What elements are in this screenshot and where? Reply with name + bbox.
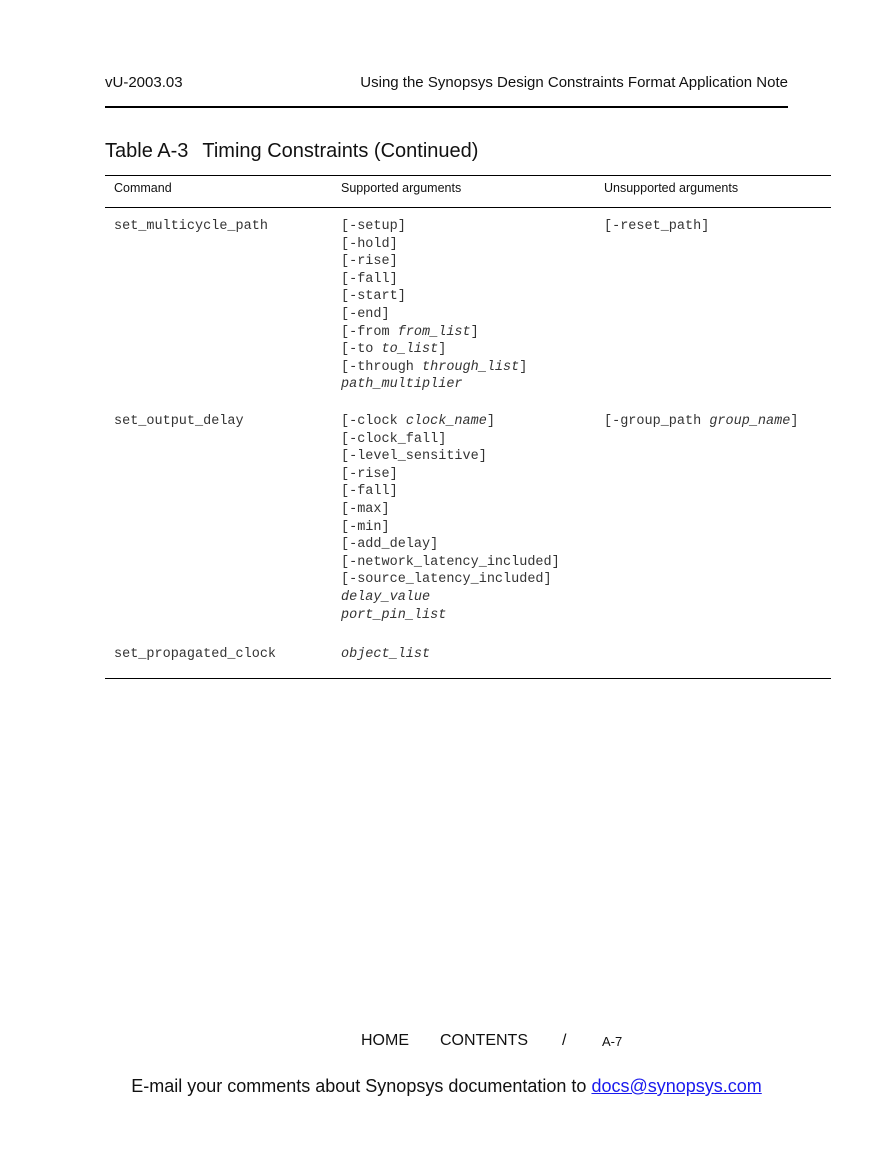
arg-close: ] <box>519 359 528 375</box>
arg-flag: [-fall] <box>341 484 398 500</box>
table-title <box>105 140 478 163</box>
supported-arg <box>341 271 527 289</box>
arg-flag: [-through <box>341 359 423 375</box>
column-header-unsupported: Unsupported arguments <box>604 181 739 195</box>
arg-flag: [-level_sensitive] <box>341 449 487 465</box>
supported-arg <box>341 501 560 519</box>
arg-flag: [-clock <box>341 414 406 429</box>
arg-flag: [-start] <box>341 289 406 305</box>
supported-arg <box>341 341 527 359</box>
supported-arg <box>341 236 527 254</box>
table-body <box>105 208 831 678</box>
unsupported-arg <box>604 413 798 431</box>
arg-close: ] <box>790 414 799 429</box>
command-cell <box>114 646 276 664</box>
arg-close: ] <box>486 414 495 429</box>
arg-param: through_list <box>422 359 520 375</box>
supported-arg <box>341 571 560 589</box>
unsupported-args-cell <box>604 413 798 431</box>
unsupported-arg <box>604 218 709 236</box>
column-header-command: Command <box>114 181 172 195</box>
table-row <box>105 646 831 669</box>
supported-arg <box>341 536 560 554</box>
supported-arg <box>341 519 560 537</box>
supported-arg <box>341 253 527 271</box>
supported-arg <box>341 607 560 625</box>
arg-param: clock_name <box>405 414 487 429</box>
supported-arg <box>341 306 527 324</box>
arg-param: from_list <box>397 324 471 340</box>
table-row <box>105 218 831 413</box>
command-name: set_multicycle_path <box>114 219 268 234</box>
supported-arg <box>341 218 527 236</box>
home-link[interactable]: HOME <box>361 1032 409 1049</box>
table-caption: Timing Constraints (Continued) <box>202 140 479 162</box>
arg-param: to_list <box>381 342 439 358</box>
arg-flag: [-min] <box>341 519 390 535</box>
supported-arg <box>341 483 560 501</box>
supported-arg <box>341 554 560 572</box>
supported-arg <box>341 466 560 484</box>
table-row <box>105 413 831 646</box>
email-link[interactable]: docs@synopsys.com <box>591 1076 762 1096</box>
supported-args-cell <box>341 413 560 624</box>
arg-flag: [-from <box>341 324 398 340</box>
footer-text: E-mail your comments about Synopsys documentation to <box>131 1076 592 1096</box>
command-cell <box>114 218 268 236</box>
table-bottom-rule <box>105 678 831 679</box>
supported-arg <box>341 413 560 431</box>
arg-flag: [-clock_fall] <box>341 431 447 447</box>
arg-param: delay_value <box>341 589 431 605</box>
supported-args-cell <box>341 646 430 664</box>
arg-flag: [-fall] <box>341 271 398 287</box>
arg-flag: [-group_path <box>604 414 710 429</box>
arg-flag: [-add_delay] <box>341 537 439 553</box>
footer-feedback <box>0 1076 893 1097</box>
column-header-supported: Supported arguments <box>341 181 462 195</box>
doc-version: vU-2003.03 <box>105 74 183 91</box>
arg-flag: [-hold] <box>341 236 398 252</box>
table-number: Table A-3 <box>105 140 189 162</box>
arg-close: ] <box>438 342 447 358</box>
doc-title: Using the Synopsys Design Constraints Format Application Note <box>360 74 788 91</box>
arg-param: object_list <box>341 647 431 662</box>
arg-flag: [-setup] <box>341 219 406 234</box>
table-header-row <box>105 176 831 207</box>
unsupported-args-cell <box>604 218 709 236</box>
contents-link[interactable]: CONTENTS <box>440 1032 528 1049</box>
supported-arg <box>341 448 560 466</box>
command-name: set_output_delay <box>114 414 244 429</box>
page-header <box>105 74 788 108</box>
arg-param: port_pin_list <box>341 607 447 623</box>
timing-constraints-table <box>105 175 831 679</box>
supported-arg <box>341 359 527 377</box>
arg-flag: [-reset_path] <box>604 219 710 234</box>
arg-close: ] <box>470 324 479 340</box>
arg-flag: [-network_latency_included] <box>341 554 560 570</box>
arg-flag: [-end] <box>341 306 390 322</box>
supported-arg <box>341 646 430 664</box>
arg-flag: [-max] <box>341 501 390 517</box>
supported-arg <box>341 288 527 306</box>
supported-arg <box>341 431 560 449</box>
page-number: A-7 <box>602 1034 623 1049</box>
arg-flag: [-rise] <box>341 466 398 482</box>
supported-arg <box>341 324 527 342</box>
arg-flag: [-source_latency_included] <box>341 572 552 588</box>
supported-arg <box>341 376 527 394</box>
supported-args-cell <box>341 218 527 394</box>
arg-flag: [-to <box>341 342 382 358</box>
command-cell <box>114 413 244 431</box>
arg-param: group_name <box>709 414 791 429</box>
arg-param: path_multiplier <box>341 377 463 393</box>
arg-flag: [-rise] <box>341 254 398 270</box>
nav-separator: / <box>562 1032 567 1049</box>
supported-arg <box>341 589 560 607</box>
command-name: set_propagated_clock <box>114 647 277 662</box>
